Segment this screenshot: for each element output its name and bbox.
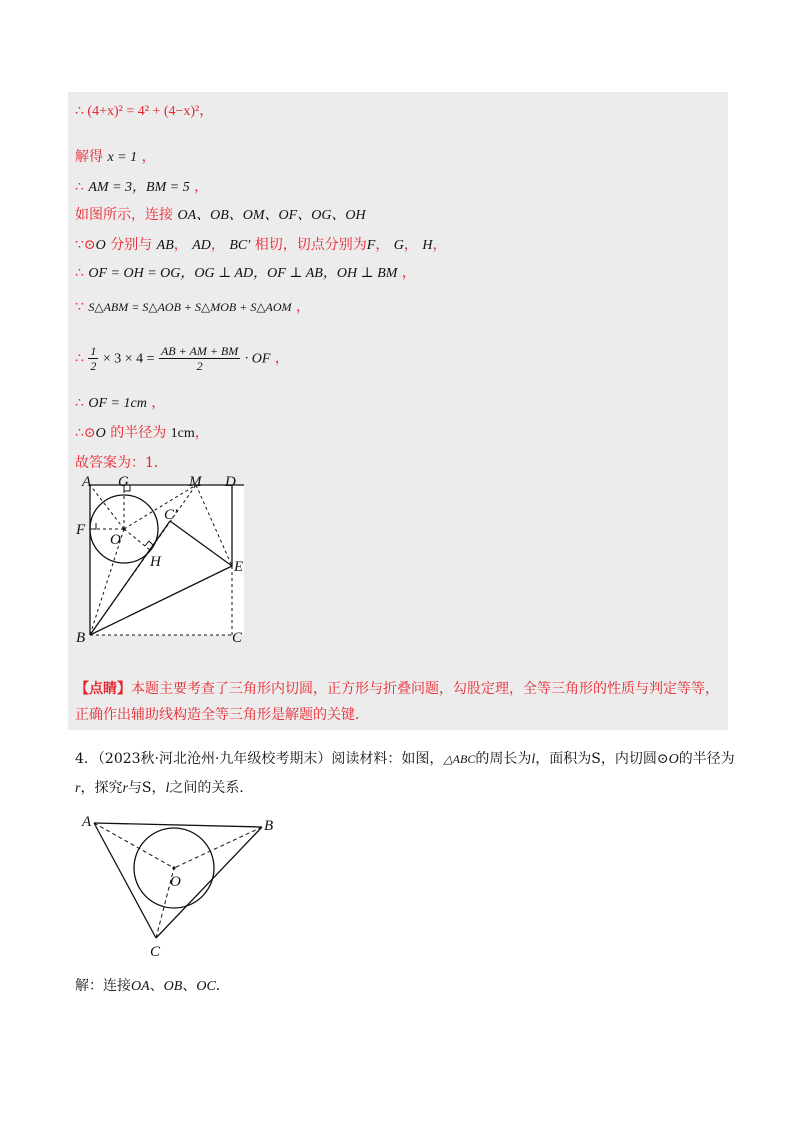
denominator: 2 [90, 359, 97, 373]
punct: ， [151, 395, 166, 411]
fraction-half [88, 344, 98, 373]
punct: 、 [149, 978, 164, 994]
label-H: H [150, 554, 161, 570]
solution-line-1 [75, 100, 213, 120]
solution-line-8 [75, 344, 289, 373]
equation: ∴ (4+x)² = 4² + (4−x)²， [75, 104, 214, 119]
math: OA、OB、OM、OF、OG、OH [177, 208, 366, 223]
punct: ， [194, 425, 209, 441]
math: OC [196, 979, 216, 994]
math: x = 1 [107, 150, 138, 165]
solution-line-6 [75, 262, 416, 282]
math: O [95, 238, 106, 253]
math: · OF [244, 351, 271, 367]
math: l [531, 752, 536, 767]
key-point-note [75, 676, 725, 728]
solution-line-2 [75, 146, 156, 166]
math: OA [131, 979, 150, 994]
question-4 [75, 745, 735, 803]
because-circle: ∵⊙ [75, 237, 96, 253]
note-text: 本题主要考查了三角形内切圆，正方形与折叠问题，勾股定理，全等三角形的性质与判定等等，正确作出辅助线构造全等三角形是解题的关键． [75, 681, 719, 723]
text: 的周长为 [475, 751, 532, 767]
text: ，面积为 [535, 751, 592, 767]
answer-text: 故答案为：1． [75, 455, 168, 471]
solve-label: 解得 [75, 149, 103, 165]
answer-line [75, 975, 230, 995]
label-O: O [110, 532, 121, 548]
punct: ， [141, 149, 156, 165]
solution-line-4 [75, 204, 366, 224]
label-F: F [76, 522, 86, 538]
solution-line-7 [75, 296, 310, 316]
punct: ， [296, 299, 311, 315]
label-B: B [76, 630, 86, 646]
label-B: B [264, 818, 274, 834]
math: BC′ [229, 238, 251, 253]
math: OF = 1cm [88, 396, 147, 411]
text: 的半径为 [110, 425, 167, 441]
punct: ， [403, 237, 418, 253]
punct: ， [173, 237, 188, 253]
math: O [95, 426, 106, 441]
therefore-symbol: ∴ [75, 179, 84, 195]
punct: ， [401, 265, 416, 281]
label-C-prime: C′ [164, 507, 178, 523]
numerator: AB + AM + BM [160, 344, 239, 358]
text: 如图所示，连接 [75, 207, 173, 223]
label-G: G [118, 474, 129, 490]
therefore-symbol: ∴ [75, 265, 84, 281]
solution-line-5 [75, 234, 446, 254]
punct: ， [375, 237, 390, 253]
because-symbol: ∵ [75, 299, 84, 315]
text: ， [151, 780, 166, 796]
math: AB [156, 238, 174, 253]
label-C: C [232, 630, 243, 646]
math: S△ABM = S△AOB + S△MOB + S△AOM [88, 300, 292, 314]
note-tag: 【点睛】 [75, 681, 131, 697]
math: F [366, 238, 376, 253]
answer-text: 解：连接 [75, 978, 131, 994]
math: H [422, 238, 433, 253]
therefore-circle: ∴⊙ [75, 425, 96, 441]
punct: ， [210, 237, 225, 253]
label-C: C [150, 944, 161, 960]
punct: ． [215, 978, 230, 994]
math: l [165, 781, 170, 796]
text: ，内切圆⊙ [600, 751, 669, 767]
text: 之间的关系． [169, 780, 254, 796]
math: OB [163, 979, 183, 994]
solution-line-3 [75, 176, 208, 196]
solution-line-11 [75, 452, 168, 472]
punct: ， [274, 350, 289, 367]
math: OF = OH = OG，OG ⊥ AD，OF ⊥ AB，OH ⊥ BM [88, 266, 398, 281]
square-fold-figure [72, 474, 252, 646]
therefore-symbol: ∴ [75, 350, 84, 367]
fraction-perimeter [159, 344, 240, 373]
math: AM = 3，BM = 5 [88, 180, 190, 195]
math: O [668, 752, 679, 767]
label-A: A [82, 474, 92, 490]
denominator: 2 [196, 359, 203, 373]
label-O: O [170, 874, 181, 890]
label-D: D [225, 474, 236, 490]
math: S [141, 780, 152, 796]
punct: 、 [182, 978, 197, 994]
math: G [393, 238, 404, 253]
math: r [122, 781, 128, 796]
label-E: E [234, 559, 244, 575]
punct: ， [432, 237, 447, 253]
text: 分别与 [110, 237, 153, 253]
math: r [75, 781, 81, 796]
math: AD [192, 238, 211, 253]
solution-line-9 [75, 392, 165, 412]
therefore-symbol: ∴ [75, 395, 84, 411]
text: 相切，切点分别为 [254, 237, 367, 253]
punct: ， [194, 179, 209, 195]
label-M: M [189, 474, 202, 490]
text: 与 [127, 780, 142, 796]
label-A: A [82, 814, 92, 830]
math: × 3 × 4 = [102, 351, 155, 367]
incircle-triangle-figure [76, 806, 286, 966]
text: ，探究 [80, 780, 123, 796]
math: S [591, 751, 601, 767]
numerator: 1 [90, 344, 97, 358]
solution-line-10 [75, 422, 209, 442]
text: 的半径为 [678, 751, 735, 767]
math: △ABC [443, 752, 476, 766]
math: 1cm [170, 426, 195, 441]
question-prefix: 4．（2023秋·河北沧州·九年级校考期末）阅读材料：如图， [75, 751, 444, 767]
